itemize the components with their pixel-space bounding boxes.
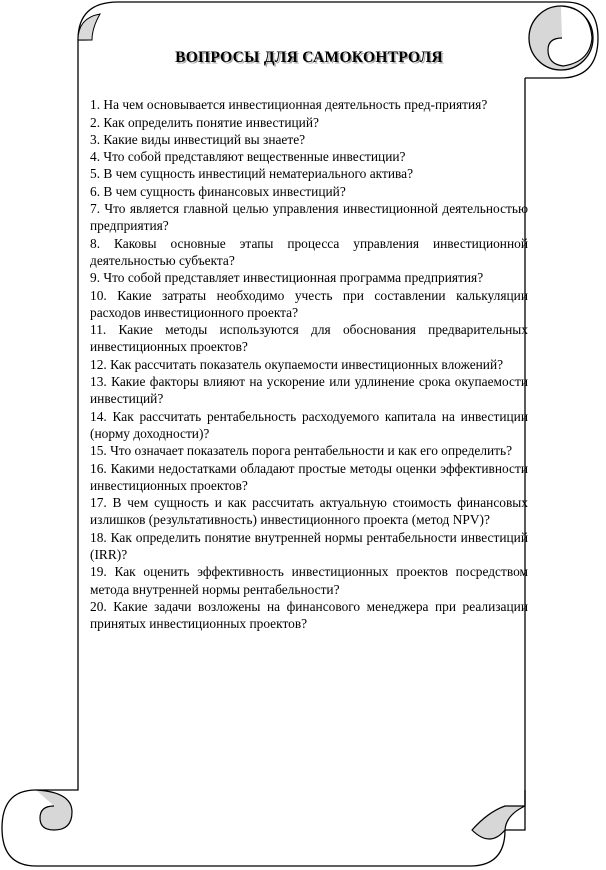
question-number: 2. <box>90 114 101 130</box>
question-text: Какие затраты необходимо учесть при составлении калькуляции расходов инвестиционного проекта? <box>90 287 528 320</box>
question-item <box>90 321 528 356</box>
question-item <box>90 148 528 165</box>
question-text: Какие методы используются для обоснования предварительных инвестиционных проектов? <box>90 322 528 355</box>
document-body <box>90 44 528 633</box>
question-item <box>90 269 528 286</box>
question-text: Как рассчитать показатель окупаемости инвестиционных вложений? <box>106 356 504 372</box>
question-number: 15. <box>90 443 107 459</box>
question-number: 19. <box>90 564 107 580</box>
question-item <box>90 408 528 443</box>
question-text: Как определить понятие внутренней нормы рентабельности инвестиций (IRR)? <box>90 529 528 563</box>
question-item <box>90 96 528 113</box>
question-item <box>90 373 528 408</box>
question-number: 1. <box>90 97 101 113</box>
question-number: 6. <box>90 183 101 199</box>
question-text: Что собой представляют вещественные инвестиции? <box>100 149 406 165</box>
question-item <box>90 183 528 200</box>
question-item <box>90 356 528 373</box>
question-number: 9. <box>90 270 101 286</box>
question-text: В чем сущность инвестиций нематериального актива? <box>100 166 414 182</box>
question-text: На чем основывается инвестиционная деятельность пред-приятия? <box>100 97 488 113</box>
question-number: 7. <box>90 201 101 217</box>
question-list <box>90 96 528 632</box>
question-number: 3. <box>90 131 101 147</box>
question-item <box>90 460 528 495</box>
question-number: 13. <box>90 374 107 390</box>
page-title: ВОПРОСЫ ДЛЯ САМОКОНТРОЛЯ <box>175 49 443 66</box>
question-item <box>90 494 528 529</box>
question-item <box>90 114 528 131</box>
question-text: В чем сущность и как рассчитать актуальную стоимость финансовых излишков (результативность) инвестиционного проекта (метод NPV)? <box>90 495 528 528</box>
question-text: Какие виды инвестиций вы знаете? <box>100 131 306 147</box>
question-number: 4. <box>90 149 101 165</box>
question-item <box>90 287 528 322</box>
question-text: В чем сущность финансовых инвестиций? <box>100 183 346 199</box>
question-item <box>90 131 528 148</box>
question-number: 17. <box>90 495 107 511</box>
question-number: 16. <box>90 460 107 476</box>
question-number: 12. <box>90 356 107 372</box>
question-number: 8. <box>90 235 101 251</box>
question-text: Как рассчитать рентабельность расходуемого капитала на инвестиции (норму доходности)? <box>90 408 528 441</box>
question-text: Какие задачи возложены на финансового менеджера при реализации принятых инвестиционных проектов? <box>90 598 528 632</box>
question-item <box>90 442 528 459</box>
question-item <box>90 563 528 598</box>
question-text: Каковы основные этапы процесса управления инвестиционной деятельностью субъекта? <box>90 235 528 268</box>
question-item <box>90 598 528 633</box>
question-text: Что является главной целью управления инвестиционной деятельностью предприятия? <box>90 201 528 234</box>
question-text: Что означает показатель порога рентабельности и как его определить? <box>106 443 513 459</box>
question-number: 18. <box>90 529 107 545</box>
question-item <box>90 235 528 270</box>
question-text: Как оценить эффективность инвестиционных проектов посредством метода внутренней нормы рентабельности? <box>90 564 528 597</box>
question-text: Что собой представляет инвестиционная программа предприятия? <box>100 270 484 286</box>
question-item <box>90 165 528 182</box>
question-text: Какие факторы влияют на ускорение или удлинение срока окупаемости инвестиций? <box>90 374 528 407</box>
question-item <box>90 529 528 564</box>
question-number: 10. <box>90 287 107 303</box>
question-number: 20. <box>90 598 107 614</box>
question-text: Какими недостатками обладают простые методы оценки эффективности инвестиционных проектов? <box>90 460 528 493</box>
question-number: 5. <box>90 166 101 182</box>
question-number: 14. <box>90 408 107 424</box>
question-text: Как определить понятие инвестиций? <box>100 114 319 130</box>
question-item <box>90 200 528 235</box>
question-number: 11. <box>90 322 107 338</box>
